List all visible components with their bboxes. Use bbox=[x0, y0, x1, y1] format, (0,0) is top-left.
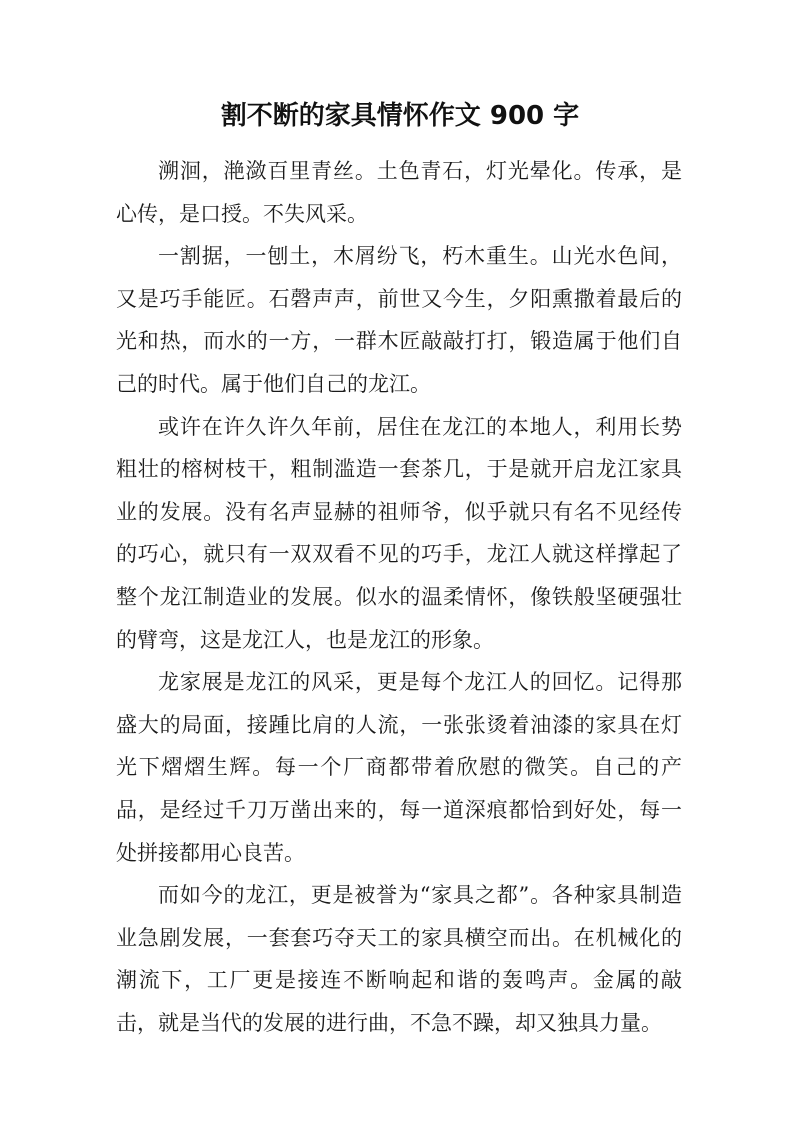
paragraph: 一割据，一刨土，木屑纷飞，朽木重生。山光水色间，又是巧手能匠。石磬声声，前世又今生，夕阳熏撒着最后的光和热，而水的一方，一群木匠敲敲打打，锻造属于他们自己的时代。属于他们自己的龙江。 bbox=[116, 244, 682, 396]
paragraph: 或许在许久许久年前，居住在龙江的本地人，利用长势粗壮的榕树枝干，粗制滥造一套茶几，于是就开启龙江家具业的发展。没有名声显赫的祖师爷，似乎就只有名不见经传的巧心，就只有一双双看不见的巧手，龙江人就这样撑起了整个龙江制造业的发展。似水的温柔情怀，像铁般坚硬强壮的臂弯，这是龙江人，也是龙江的形象。 bbox=[116, 414, 682, 652]
document-title: 割不断的家具情怀作文 900 字 bbox=[220, 101, 580, 131]
paragraph: 龙家展是龙江的风采，更是每个龙江人的回忆。记得那盛大的局面，接踵比肩的人流，一张张烫着油漆的家具在灯光下熠熠生辉。每一个厂商都带着欣慰的微笑。自己的产品，是经过千刀万凿出来的，每一道深痕都恰到好处，每一处拼接都用心良苦。 bbox=[116, 670, 682, 865]
paragraph: 溯洄，滟潋百里青丝。土色青石，灯光晕化。传承，是心传，是口授。不失风采。 bbox=[116, 159, 682, 226]
document-body bbox=[116, 150, 682, 1044]
paragraph: 而如今的龙江，更是被誉为“家具之都”。各种家具制造业急剧发展，一套套巧夺天工的家具横空而出。在机械化的潮流下，工厂更是接连不断响起和谐的轰鸣声。金属的敲击，就是当代的发展的进行曲，不急不躁，却又独具力量。 bbox=[116, 883, 682, 1035]
